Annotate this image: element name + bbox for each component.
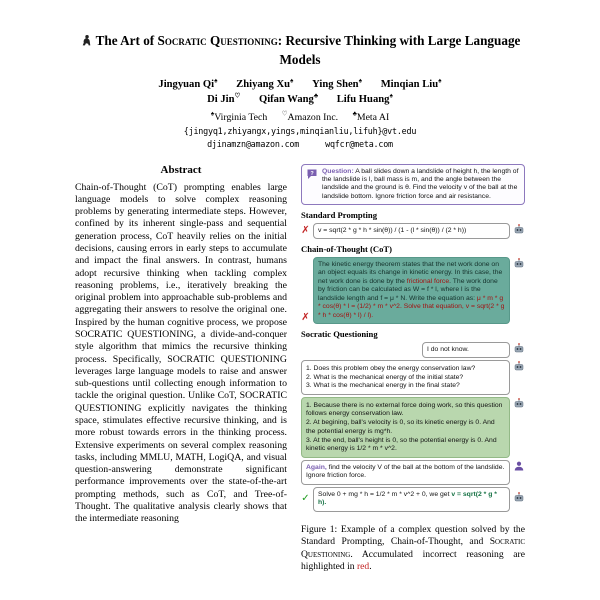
question-label: Question: <box>322 167 354 175</box>
subanswers-box <box>301 397 510 458</box>
author: Minqian Liu♠ <box>380 77 442 90</box>
subquestions-box <box>301 360 510 395</box>
page-title <box>78 32 523 68</box>
question-chat-icon <box>306 168 318 183</box>
cot-answer-box: The kinetic energy theorem states that the net work done on an object equals its change in kinetic energy. In this case, the net work done is done by the frictional force. The work done by friction can be calculated as W = f * l, where l is the landslide length and f = μ * N. Write the equation as: μ * m * g * cos(θ) * l = (1/2) * m * v^2. Solve that equation, v = sqrt(2 * g * h * cos(θ) * l) / l). <box>313 257 510 324</box>
cot-label: Chain-of-Thought (CoT) <box>301 244 392 255</box>
figure-1 <box>301 162 525 574</box>
affiliation-mark: ♣ <box>313 92 319 100</box>
email-meta: wqfcr@meta.com <box>325 138 393 149</box>
title-post: : Recursive Thinking with Large Language Models <box>277 33 521 68</box>
standard-prompting-row <box>301 223 525 239</box>
robot-icon <box>513 491 525 506</box>
wrong-mark-icon: ✗ <box>301 225 310 236</box>
affiliation: ♠Virginia Tech <box>210 110 268 123</box>
standard-prompting-label: Standard Prompting <box>301 210 378 221</box>
title-pre: The Art of <box>95 33 158 48</box>
subanswer: 2. At begining, ball's velocity is 0, so its kinetic energy is 0. And the potential energy is mg*h. <box>306 419 495 435</box>
abstract-heading: Abstract <box>160 163 202 176</box>
again-row <box>301 460 525 485</box>
incorrect-reasoning: frictional force <box>406 277 450 285</box>
title-smallcaps: Socratic Questioning <box>157 33 278 48</box>
caption-red-word: red <box>356 560 370 572</box>
incorrect-reasoning: μ * m * g * cos(θ) * l = (1/2) * m * v^2. Solve that equation, v = sqrt(2 * g * h * cos(θ) * l) / l). <box>318 294 505 319</box>
subquestion: 2. What is the mechanical energy of the initial state? <box>306 373 464 381</box>
svg-text:?: ? <box>310 170 314 177</box>
author: Di Jin♡ <box>207 92 241 106</box>
affiliation: ♡Amazon Inc. <box>281 110 339 123</box>
final-answer-box: Solve 0 + mg * h = 1/2 * m * v^2 + 0, we get v = sqrt(2 * g * h). <box>313 487 510 512</box>
correct-mark-icon: ✓ <box>301 492 310 504</box>
affiliation-mark: ♠ <box>214 77 218 85</box>
again-box: Again, find the velocity V of the ball at the bottom of the landslide. Ignore friction force. <box>301 460 510 485</box>
subquestions-row <box>301 360 525 395</box>
left-column <box>75 162 287 526</box>
idk-box: I do not know. <box>422 342 510 358</box>
abstract-text: Chain-of-Thought (CoT) prompting enables large language models to solve complex reasoning problems by generating intermediate steps. However, confined by its inherent single-pass and sequential generation process, CoT heavily relies on the initial decisions, causing errors in early steps to accumulate and impact the final answers. In contrast, humans adopt recursive thinking when tackling complex reasoning problems, i.e., iteratively breaking the original problem into approachable sub-problems and aggregating their answers to resolve the original one. Inspired by the human cognitive process, we propose SOCRATIC QUESTIONING, a divide-and-conquer style algorithm that mimics the recursive thinking process. Specifically, SOCRATIC QUESTIONING leverages large language models to raise and answer sub-questions until collecting enough information to tackle the original question. Unlike CoT, SOCRATIC QUESTIONING explicitly navigates the thinking space, stimulates effective recursive thinking, and is more robust towards errors in the thinking process. Extensive experiments on several complex reasoning tasks, including MMLU, MATH, LogiQA, and visual question-answering demonstrate significant performance improvements over the state-of-the-art prompting methods, such as CoT, and Tree-of-Thought. The qualitative analysis clearly shows that the intermediate reasoning <box>75 181 287 525</box>
cot-row <box>301 257 525 324</box>
author: Zhiyang Xu♠ <box>236 77 294 90</box>
email-line-2 <box>75 139 525 149</box>
author: Qifan Wang♣ <box>258 92 319 106</box>
again-label: Again, <box>306 463 327 471</box>
robot-icon <box>513 360 525 375</box>
subquestion: 1. Does this problem obey the energy conservation law? <box>306 364 476 372</box>
author: Ying Shen♠ <box>312 77 363 90</box>
standard-answer-box <box>313 223 510 239</box>
authors-line-1 <box>75 77 525 90</box>
idk-row <box>301 342 525 358</box>
wrong-mark-icon: ✗ <box>301 311 310 323</box>
question-text: Question: A ball slides down a landslide of height h, the length of the landslide is l, ball mass is m, and the angle between the landslide and the ground is θ. Find the velocity v of the ball at the landslide bottom. Ignore friction force and air resistance. <box>322 167 519 200</box>
affiliations <box>75 109 525 122</box>
affiliation-mark: ♠ <box>389 92 393 100</box>
final-answer-row <box>301 487 525 512</box>
subanswer: 1. Because there is no external force doing work, so this question follows energy conservation law. <box>306 401 503 418</box>
subanswers-row <box>301 397 525 458</box>
subanswer: 3. At the end, ball's height is 0, so the potential energy is 0. And kinetic energy is 1/2 * m * v^2. <box>306 436 497 452</box>
affiliation-mark: ♠ <box>358 77 363 85</box>
affiliation-mark: ♠ <box>438 77 442 85</box>
figure-caption: Figure 1: Example of a complex question solved by the Standard Prompting, Chain-of-Thought, and Socratic Questioning. Accumulated incorrect reasoning are highlighted in red. <box>301 523 525 572</box>
affiliation-mark: ♠ <box>290 77 294 85</box>
socratic-questioning-label: Socratic Questioning <box>301 329 378 340</box>
robot-icon <box>513 397 525 412</box>
question-box <box>301 164 525 206</box>
affiliation-mark: ♡ <box>234 92 241 100</box>
person-icon <box>513 460 525 475</box>
subquestion: 3. What is the mechanical energy in the final state? <box>306 382 460 390</box>
two-column-body <box>75 162 525 574</box>
robot-icon <box>513 223 525 238</box>
robot-icon <box>513 257 525 272</box>
affiliation: ♣Meta AI <box>352 110 390 123</box>
authors-line-2 <box>75 92 525 106</box>
author: Lifu Huang♠ <box>336 92 393 106</box>
email-amazon: djinamzn@amazon.com <box>207 138 300 149</box>
final-answer: v = sqrt(2 * g * h). <box>318 490 497 507</box>
standard-formula: v = sqrt(2 * g * h * sin(θ)) / (1 - (l * sin(θ)) / (2 * h)) <box>318 226 467 234</box>
author: Jingyuan Qi♠ <box>158 77 218 90</box>
email-line-1: {jingyq1,zhiyangx,yings,minqianliu,lifuh}@vt.edu <box>183 125 417 136</box>
thinker-figure-icon <box>80 34 93 51</box>
robot-icon <box>513 342 525 357</box>
